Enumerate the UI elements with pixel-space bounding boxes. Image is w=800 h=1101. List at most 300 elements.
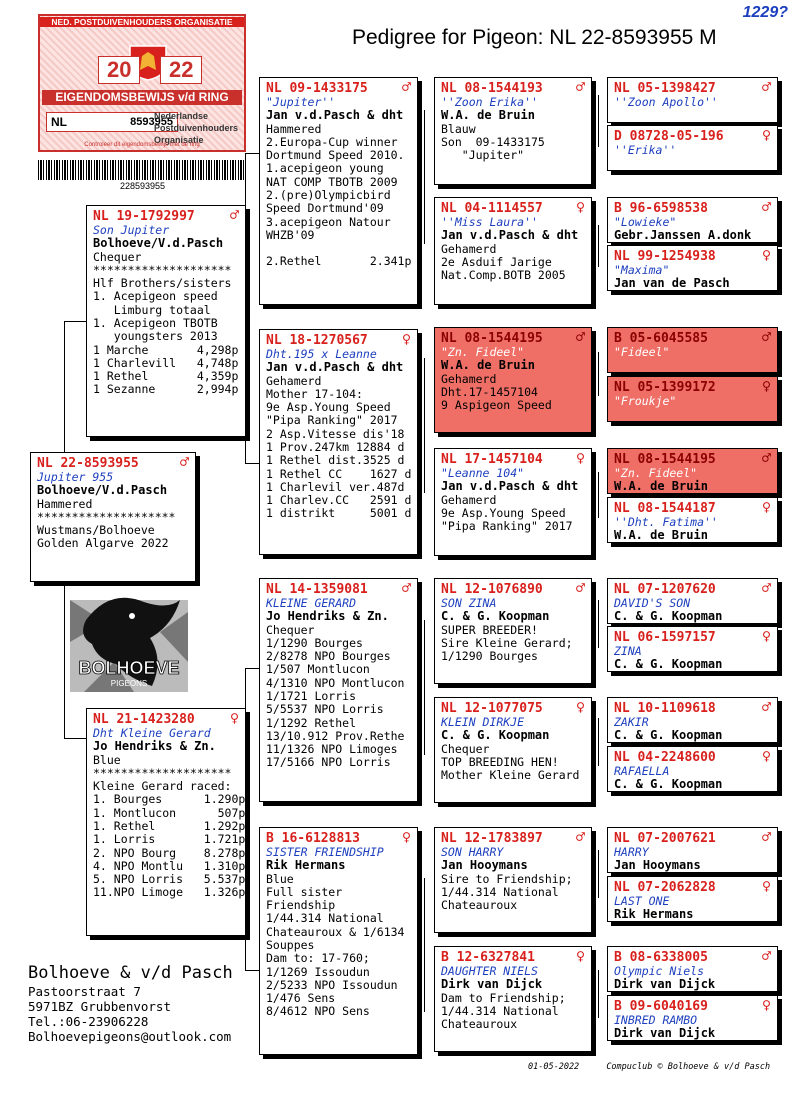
ring-number: NL 12-1783897 bbox=[441, 831, 543, 846]
pigeon-owner: Jan Hooymans bbox=[614, 858, 701, 872]
ring-number: NL 21-1423280 bbox=[93, 712, 195, 727]
pigeon-card-g12 bbox=[607, 746, 778, 792]
ring-number-row bbox=[614, 949, 771, 965]
pigeon-detail-line: Sire to Friendship; bbox=[441, 871, 573, 886]
pigeon-detail-line: Limburg totaal bbox=[93, 302, 211, 317]
pigeon-card-g10 bbox=[607, 626, 778, 672]
pigeon-card-mm bbox=[259, 827, 418, 1055]
pigeon-name: ZAKIR bbox=[614, 715, 649, 729]
pigeon-detail-line: 1/44.314 National bbox=[441, 1003, 559, 1018]
pigeon-name: KLEINE GERARD bbox=[266, 596, 357, 610]
pigeon-detail-line: 1 Rethel CC 1627 d bbox=[266, 466, 412, 481]
pigeon-detail-line: Mother 17-104: bbox=[266, 386, 363, 401]
pigeon-card-g16 bbox=[607, 995, 778, 1041]
pigeon-name: "Maxima" bbox=[614, 263, 670, 277]
female-symbol-icon: ♀ bbox=[761, 246, 771, 264]
pigeon-card-fff bbox=[434, 77, 592, 185]
pigeon-detail-line: ******************** bbox=[93, 765, 232, 780]
pigeon-detail-line: Full sister bbox=[266, 884, 343, 899]
pigeon-card-g5 bbox=[607, 327, 778, 373]
ring-number: NL 09-1433175 bbox=[266, 81, 368, 96]
pigeon-name: SON HARRY bbox=[441, 845, 504, 859]
pigeon-card-g15 bbox=[607, 946, 778, 992]
pigeon-detail-line: Dht.17-1457104 bbox=[441, 384, 538, 399]
pigeon-card-mf bbox=[259, 578, 418, 802]
ring-number: NL 08-1544195 bbox=[614, 452, 716, 467]
connector bbox=[245, 970, 259, 971]
connector bbox=[598, 718, 599, 766]
pigeon-detail-line: 1. Acepigeon TBOTB bbox=[93, 315, 218, 330]
pigeon-detail-line: Gehamerd bbox=[266, 373, 322, 388]
pigeon-name: Jupiter 955 bbox=[37, 470, 114, 484]
barcode-number: 228593955 bbox=[120, 181, 166, 191]
pigeon-detail-line: ******************** bbox=[93, 262, 232, 277]
pigeon-detail-line: 2/5233 NPO Issoudun bbox=[266, 977, 398, 992]
ring-number: B 12-6327841 bbox=[441, 950, 535, 965]
pigeon-name: "Froukje" bbox=[614, 394, 677, 408]
female-symbol-icon: ♀ bbox=[761, 126, 771, 144]
ring-number: NL 10-1109618 bbox=[614, 701, 716, 716]
pigeon-name: "Lowieke" bbox=[614, 215, 677, 229]
pigeon-card-ff bbox=[259, 77, 418, 305]
pigeon-card-g14 bbox=[607, 876, 778, 922]
pigeon-detail-line: 2.Europa-Cup winner bbox=[266, 134, 398, 149]
pigeon-owner: C. & G. Koopman bbox=[614, 609, 723, 623]
connector bbox=[598, 850, 599, 898]
breeder-phone: Tel.:06-23906228 bbox=[28, 1014, 149, 1029]
pigeon-owner: Dirk van Dijck bbox=[614, 1026, 716, 1040]
pigeon-owner: W.A. de Bruin bbox=[441, 108, 535, 122]
connector bbox=[424, 620, 425, 755]
pigeon-detail-line: 1 Rethel dist.3525 d bbox=[266, 453, 405, 468]
badge-year-right: 22 bbox=[160, 56, 202, 84]
ring-number-row bbox=[441, 949, 585, 965]
pigeon-owner: W.A. de Bruin bbox=[441, 358, 535, 372]
page-footer bbox=[528, 1062, 792, 1072]
female-symbol-icon: ♀ bbox=[401, 330, 411, 348]
pigeon-detail-line: 8/4612 NPO Sens bbox=[266, 1004, 370, 1019]
pigeon-owner: Dirk van Dijck bbox=[441, 977, 543, 991]
female-symbol-icon: ♀ bbox=[761, 377, 771, 395]
pigeon-detail-line: Chateauroux bbox=[441, 898, 518, 913]
pigeon-detail-line: 2.(pre)Olympicbird bbox=[266, 187, 391, 202]
ring-number: NL 12-1076890 bbox=[441, 582, 543, 597]
male-symbol-icon: ♂ bbox=[179, 453, 189, 471]
badge-year-left: 20 bbox=[98, 56, 140, 84]
pigeon-name: "Zn. Fideel" bbox=[441, 345, 525, 359]
ring-number: NL 17-1457104 bbox=[441, 452, 543, 467]
pigeon-card-g8 bbox=[607, 497, 778, 543]
ring-number: B 08-6338005 bbox=[614, 950, 708, 965]
male-symbol-icon: ♂ bbox=[401, 579, 411, 597]
pigeon-card-ffm bbox=[434, 197, 592, 305]
ring-number: NL 08-1544193 bbox=[441, 81, 543, 96]
pigeon-name: KLEIN DIRKJE bbox=[441, 715, 525, 729]
ring-number: NL 07-2062828 bbox=[614, 880, 716, 895]
male-symbol-icon: ♂ bbox=[761, 449, 771, 467]
ring-number-row bbox=[266, 80, 411, 96]
pigeon-card-g7 bbox=[607, 448, 778, 494]
pigeon-owner: Rik Hermans bbox=[266, 858, 346, 872]
female-symbol-icon: ♀ bbox=[761, 747, 771, 765]
pigeon-owner: Bolhoeve/V.d.Pasch bbox=[37, 483, 168, 497]
pigeon-detail-line: Dam to Friendship; bbox=[441, 990, 566, 1005]
logo-subtext: PIGEONS bbox=[110, 679, 148, 688]
pigeon-name: RAFAELLA bbox=[614, 764, 670, 778]
pigeon-detail-line: 1/1269 Issoudun bbox=[266, 964, 370, 979]
pigeon-detail-line: Souppes bbox=[266, 937, 315, 952]
connector bbox=[598, 352, 599, 396]
female-symbol-icon: ♀ bbox=[575, 198, 585, 216]
female-symbol-icon: ♀ bbox=[575, 947, 585, 965]
connector bbox=[424, 878, 425, 1012]
ring-number-row bbox=[441, 581, 585, 597]
ring-number: NL 18-1270567 bbox=[266, 333, 368, 348]
pigeon-detail-line: 4. NPO Montlu 1.310p bbox=[93, 858, 246, 873]
connector bbox=[64, 321, 86, 322]
pigeon-detail-line: "Jupiter" bbox=[441, 148, 525, 163]
connector bbox=[424, 358, 425, 493]
ring-number-row bbox=[37, 455, 189, 471]
pigeon-detail-line: 5/5537 NPO Lorris bbox=[266, 702, 384, 717]
pigeon-detail-line: 9 Aspigeon Speed bbox=[441, 398, 552, 413]
pigeon-owner: Jan v.d.Pasch & dht bbox=[266, 108, 404, 122]
bolhoeve-pigeon-logo bbox=[64, 582, 194, 706]
female-symbol-icon: ♀ bbox=[575, 449, 585, 467]
male-symbol-icon: ♂ bbox=[575, 579, 585, 597]
pigeon-name: ''Zoon Apollo'' bbox=[614, 95, 718, 109]
pigeon-card-g2 bbox=[607, 125, 778, 171]
ring-number-row bbox=[614, 581, 771, 597]
ring-number-row bbox=[614, 451, 771, 467]
pigeon-name: LAST ONE bbox=[614, 894, 670, 908]
pigeon-name: Son Jupiter bbox=[93, 223, 170, 237]
pigeon-detail-line: 1 Charlevill 4,748p bbox=[93, 355, 239, 370]
pigeon-owner: Bolhoeve/V.d.Pasch bbox=[93, 236, 224, 250]
male-symbol-icon: ♂ bbox=[575, 328, 585, 346]
pigeon-name: INBRED RAMBO bbox=[614, 1013, 698, 1027]
ring-number: B 05-6045585 bbox=[614, 331, 708, 346]
pigeon-card-g9 bbox=[607, 578, 778, 624]
pigeon-detail-line: TOP BREEDING HEN! bbox=[441, 754, 559, 769]
pigeon-detail-line: 1/1721 Lorris bbox=[266, 688, 357, 703]
pigeon-card-g3 bbox=[607, 197, 778, 243]
pigeon-detail-line: Chateauroux bbox=[441, 1017, 518, 1032]
pigeon-detail-line: 5. NPO Lorris 5.537p bbox=[93, 872, 246, 887]
pigeon-name: SISTER FRIENDSHIP bbox=[266, 845, 384, 859]
ring-number-row bbox=[614, 330, 771, 346]
pigeon-name: Dht.195 x Leanne bbox=[266, 347, 377, 361]
ring-number-row bbox=[614, 700, 771, 716]
pigeon-owner: C. & G. Koopman bbox=[441, 609, 550, 623]
connector bbox=[598, 472, 599, 518]
footer-credit: Compuclub © Bolhoeve & v/d Pasch bbox=[606, 1062, 771, 1072]
female-symbol-icon: ♀ bbox=[229, 709, 239, 727]
connector bbox=[245, 668, 259, 669]
pigeon-card-g6 bbox=[607, 376, 778, 422]
pigeon-detail-line: 1/476 Sens bbox=[266, 991, 336, 1006]
pigeon-card-fm bbox=[259, 329, 418, 555]
female-symbol-icon: ♀ bbox=[761, 996, 771, 1014]
pigeon-name: "Zn. Fideel" bbox=[614, 466, 698, 480]
ring-number-row bbox=[266, 830, 411, 846]
pigeon-name: DAUGHTER NIELS bbox=[441, 964, 538, 978]
male-symbol-icon: ♂ bbox=[761, 947, 771, 965]
pigeon-name: ''Miss Laura'' bbox=[441, 215, 538, 229]
pigeon-owner: Jan v.d.Pasch & dht bbox=[441, 479, 579, 493]
pigeon-name: ''Dht. Fatima'' bbox=[614, 515, 718, 529]
breeder-info bbox=[28, 962, 233, 1044]
pigeon-detail-line: Kleine Gerard raced: bbox=[93, 779, 232, 794]
ring-number: D 08728-05-196 bbox=[614, 129, 724, 144]
pigeon-detail-line: Friendship bbox=[266, 898, 336, 913]
pigeon-detail-line: Gehamerd bbox=[441, 492, 497, 507]
ring-number-row bbox=[614, 379, 771, 395]
ring-number-row bbox=[614, 879, 771, 895]
pigeon-detail-line: 1. Bourges 1.290p bbox=[93, 792, 246, 807]
ring-number: NL 07-2007621 bbox=[614, 831, 716, 846]
ring-number: B 16-6128813 bbox=[266, 831, 360, 846]
badge-country: NL bbox=[51, 115, 67, 129]
pigeon-detail-line bbox=[266, 242, 411, 255]
pigeon-detail-line: 1/1290 Bourges bbox=[266, 635, 363, 650]
ring-number-row bbox=[441, 451, 585, 467]
barcode bbox=[38, 160, 246, 180]
pigeon-detail-line: Speed Dortmund'09 bbox=[266, 201, 384, 216]
pigeon-card-fmm bbox=[434, 448, 592, 556]
pigeon-card-fmf bbox=[434, 327, 592, 433]
logo-text: BOLHOEVE bbox=[78, 658, 180, 678]
connector bbox=[598, 970, 599, 1018]
male-symbol-icon: ♂ bbox=[401, 78, 411, 96]
pigeon-owner: Gebr.Janssen A.donk bbox=[614, 228, 752, 242]
female-symbol-icon: ♀ bbox=[401, 828, 411, 846]
pigeon-detail-line: NAT COMP TBOTB 2009 bbox=[266, 174, 398, 189]
ring-number-row bbox=[614, 248, 771, 264]
badge-footnote: Controleer dit eigendomsbewijs met de ring bbox=[84, 142, 200, 148]
pigeon-owner: C. & G. Koopman bbox=[441, 728, 550, 742]
connector bbox=[245, 153, 259, 154]
pigeon-detail-line: Blauw bbox=[441, 121, 476, 136]
ring-number: B 96-6598538 bbox=[614, 201, 708, 216]
pigeon-detail-line: 1. Acepigeon speed bbox=[93, 289, 218, 304]
pigeon-detail-line: 1.acepigeon young bbox=[266, 161, 384, 176]
pigeon-detail-line: Mother Kleine Gerard bbox=[441, 768, 580, 783]
ring-number-row bbox=[441, 700, 585, 716]
breeder-email: Bolhoevepigeons@outlook.com bbox=[28, 1029, 232, 1044]
pigeon-card-mff bbox=[434, 578, 592, 684]
pigeon-detail-line: 1 Rethel 4,359p bbox=[93, 369, 239, 384]
pigeon-owner: Rik Hermans bbox=[614, 907, 694, 921]
pigeon-name: ''Zoon Erika'' bbox=[441, 95, 538, 109]
pigeon-name: ''Erika'' bbox=[614, 143, 677, 157]
pigeon-owner: Dirk van Dijck bbox=[614, 977, 716, 991]
male-symbol-icon: ♂ bbox=[761, 828, 771, 846]
ring-number: NL 08-1544195 bbox=[441, 331, 543, 346]
ring-number-row bbox=[441, 830, 585, 846]
pigeon-detail-line: 1 distrikt 5001 d bbox=[266, 506, 412, 521]
breeder-name: Bolhoeve & v/d Pasch bbox=[28, 963, 233, 983]
male-symbol-icon: ♂ bbox=[761, 328, 771, 346]
badge-npo: Nederlandse Postduivenhouders Organisatie bbox=[153, 111, 238, 145]
pigeon-detail-line: 1 Prov.247km 12884 d bbox=[266, 439, 405, 454]
pigeon-card-mfm bbox=[434, 697, 592, 803]
pigeon-owner: W.A. de Bruin bbox=[614, 528, 708, 542]
pigeon-owner: Jan Hooymans bbox=[441, 858, 528, 872]
pigeon-detail-line: Blue bbox=[93, 752, 121, 767]
pigeon-owner: Jan van de Pasch bbox=[614, 276, 730, 290]
pigeon-detail-line: 11/1326 NPO Limoges bbox=[266, 742, 398, 757]
pigeon-detail-line: Nat.Comp.BOTB 2005 bbox=[441, 268, 566, 283]
pigeon-name: Dht Kleine Gerard bbox=[93, 726, 211, 740]
ring-number-row bbox=[614, 500, 771, 516]
pigeon-name: HARRY bbox=[614, 845, 649, 859]
pigeon-detail-line: 2e Asduif Jarige bbox=[441, 254, 552, 269]
pigeon-detail-line: Dam to: 17-760; bbox=[266, 951, 370, 966]
pigeon-detail-line: 3.acepigeon Natour bbox=[266, 214, 391, 229]
pigeon-owner: W.A. de Bruin bbox=[614, 479, 708, 493]
ring-number-row bbox=[93, 208, 239, 224]
pigeon-detail-line: Gehamerd bbox=[441, 241, 497, 256]
ring-number: NL 12-1077075 bbox=[441, 701, 543, 716]
badge-org: NED. POSTDUIVENHOUDERS ORGANISATIE bbox=[40, 17, 244, 27]
ring-number: NL 08-1544187 bbox=[614, 501, 716, 516]
ring-number: NL 06-1597157 bbox=[614, 630, 716, 645]
pigeon-detail-line: 9e Asp.Young Speed bbox=[441, 505, 566, 520]
pigeon-owner: Jan v.d.Pasch & dht bbox=[266, 360, 404, 374]
ring-number-row bbox=[614, 998, 771, 1014]
pigeon-detail-line: 1 Charlev.CC 2591 d bbox=[266, 493, 412, 508]
pigeon-detail-line: Hammered bbox=[37, 496, 93, 511]
pigeon-detail-line: 4/1310 NPO Montlucon bbox=[266, 675, 405, 690]
male-symbol-icon: ♂ bbox=[761, 198, 771, 216]
ring-number: NL 19-1792997 bbox=[93, 209, 195, 224]
male-symbol-icon: ♂ bbox=[761, 78, 771, 96]
pigeon-detail-line: Dortmund Speed 2010. bbox=[266, 148, 405, 163]
pigeon-detail-line: Hlf Brothers/sisters bbox=[93, 276, 232, 291]
pigeon-detail-line: 2.Rethel 2.341p bbox=[266, 254, 412, 269]
pigeon-detail-line: "Pipa Ranking" 2017 bbox=[266, 413, 398, 428]
ring-number-row bbox=[441, 80, 585, 96]
pigeon-detail-line: Chequer bbox=[266, 622, 315, 637]
connector bbox=[598, 600, 599, 648]
pigeon-detail-line: 1/44.314 National bbox=[441, 884, 559, 899]
pigeon-detail-line: 1. Montlucon 507p bbox=[93, 805, 246, 820]
connector bbox=[424, 110, 425, 244]
pigeon-name: "Leanne 104" bbox=[441, 466, 525, 480]
pigeon-card-g13 bbox=[607, 827, 778, 873]
footer-date: 01-05-2022 bbox=[528, 1062, 580, 1072]
pigeon-detail-line: 2/8278 NPO Bourges bbox=[266, 649, 391, 664]
pigeon-detail-line: 2. NPO Bourg 8.278p bbox=[93, 845, 246, 860]
pigeon-detail-line: 1 Marche 4,298p bbox=[93, 342, 239, 357]
pigeon-detail-line: 1/1290 Bourges bbox=[441, 649, 538, 664]
pigeon-detail-line: ******************** bbox=[37, 509, 176, 524]
pigeon-detail-line: 1. Lorris 1.721p bbox=[93, 832, 246, 847]
connector bbox=[598, 95, 599, 147]
pigeon-detail-line: SUPER BREEDER! bbox=[441, 622, 538, 637]
pigeon-owner: C. & G. Koopman bbox=[614, 728, 723, 742]
ring-number-row bbox=[441, 200, 585, 216]
pigeon-detail-line: Sire Kleine Gerard; bbox=[441, 635, 573, 650]
ring-number-row bbox=[614, 80, 771, 96]
pigeon-detail-line: 1/507 Montlucon bbox=[266, 662, 370, 677]
pigeon-detail-line: Chequer bbox=[93, 249, 142, 264]
pigeon-owner: Jo Hendriks & Zn. bbox=[266, 609, 389, 623]
pigeon-owner: C. & G. Koopman bbox=[614, 657, 723, 671]
female-symbol-icon: ♀ bbox=[761, 877, 771, 895]
ring-number-row bbox=[614, 629, 771, 645]
pigeon-name: DAVID'S SON bbox=[614, 596, 691, 610]
pigeon-detail-line: Wustmans/Bolhoeve bbox=[37, 523, 155, 538]
pigeon-card-mmf bbox=[434, 827, 592, 933]
badge-subtitle: EIGENDOMSBEWIJS v/d RING bbox=[42, 90, 242, 105]
connector bbox=[64, 738, 86, 739]
pigeon-detail-line: Chequer bbox=[441, 741, 490, 756]
ring-number-row bbox=[614, 200, 771, 216]
pigeon-detail-line: "Pipa Ranking" 2017 bbox=[441, 519, 573, 534]
pigeon-card-g11 bbox=[607, 697, 778, 743]
pigeon-detail-line: Chateauroux & 1/6134 bbox=[266, 924, 405, 939]
breeder-address-street: Pastoorstraat 7 bbox=[28, 984, 141, 999]
ring-number-row bbox=[614, 749, 771, 765]
pigeon-detail-line: 17/5166 NPO Lorris bbox=[266, 755, 391, 770]
male-symbol-icon: ♂ bbox=[761, 579, 771, 597]
pigeon-detail-line: 1/44.314 National bbox=[266, 911, 384, 926]
ring-number: NL 99-1254938 bbox=[614, 249, 716, 264]
pigeon-detail-line: Gehamerd bbox=[441, 371, 497, 386]
male-symbol-icon: ♂ bbox=[761, 698, 771, 716]
male-symbol-icon: ♂ bbox=[229, 206, 239, 224]
handwritten-note: 1229? bbox=[742, 4, 788, 21]
pigeon-card-mmm bbox=[434, 946, 592, 1052]
pigeon-detail-line: youngsters 2013 bbox=[93, 329, 218, 344]
ring-number-row bbox=[93, 711, 239, 727]
pigeon-name: "Fideel" bbox=[614, 345, 670, 359]
pigeon-detail-line: 1 Charlevil ver.487d bbox=[266, 479, 405, 494]
pigeon-name: ZINA bbox=[614, 644, 642, 658]
pigeon-detail-line: 11.NPO Limoge 1.326p bbox=[93, 885, 246, 900]
pigeon-card-mother bbox=[86, 708, 246, 936]
pigeon-card-subject bbox=[30, 452, 196, 582]
pigeon-detail-line: 1 Sezanne 2,994p bbox=[93, 382, 239, 397]
ring-number: NL 04-1114557 bbox=[441, 201, 543, 216]
female-symbol-icon: ♀ bbox=[575, 698, 585, 716]
ring-number-row bbox=[614, 128, 771, 144]
ring-number: NL 14-1359081 bbox=[266, 582, 368, 597]
page-title: Pedigree for Pigeon: NL 22-8593955 M bbox=[352, 26, 717, 49]
ring-number-row bbox=[266, 581, 411, 597]
pigeon-name: "Jupiter'' bbox=[266, 95, 336, 109]
pigeon-owner: Jo Hendriks & Zn. bbox=[93, 739, 216, 753]
female-symbol-icon: ♀ bbox=[761, 498, 771, 516]
ring-number: NL 05-1398427 bbox=[614, 81, 716, 96]
female-symbol-icon: ♀ bbox=[761, 627, 771, 645]
pigeon-detail-line: Blue bbox=[266, 871, 294, 886]
pigeon-detail-line: WHZB'09 bbox=[266, 227, 315, 242]
pigeon-card-g4 bbox=[607, 245, 778, 291]
pigeon-detail-line: 2 Asp.Vitesse dis'18 bbox=[266, 426, 405, 441]
ring-number: NL 04-2248600 bbox=[614, 750, 716, 765]
pigeon-card-father bbox=[86, 205, 246, 437]
pigeon-detail-line: 1/1292 Rethel bbox=[266, 715, 357, 730]
ring-number: B 09-6040169 bbox=[614, 999, 708, 1014]
male-symbol-icon: ♂ bbox=[575, 78, 585, 96]
pigeon-owner: Jan v.d.Pasch & dht bbox=[441, 228, 579, 242]
ring-number: NL 22-8593955 bbox=[37, 456, 139, 471]
ownership-certificate-badge bbox=[38, 14, 246, 152]
ring-number-row bbox=[266, 332, 411, 348]
